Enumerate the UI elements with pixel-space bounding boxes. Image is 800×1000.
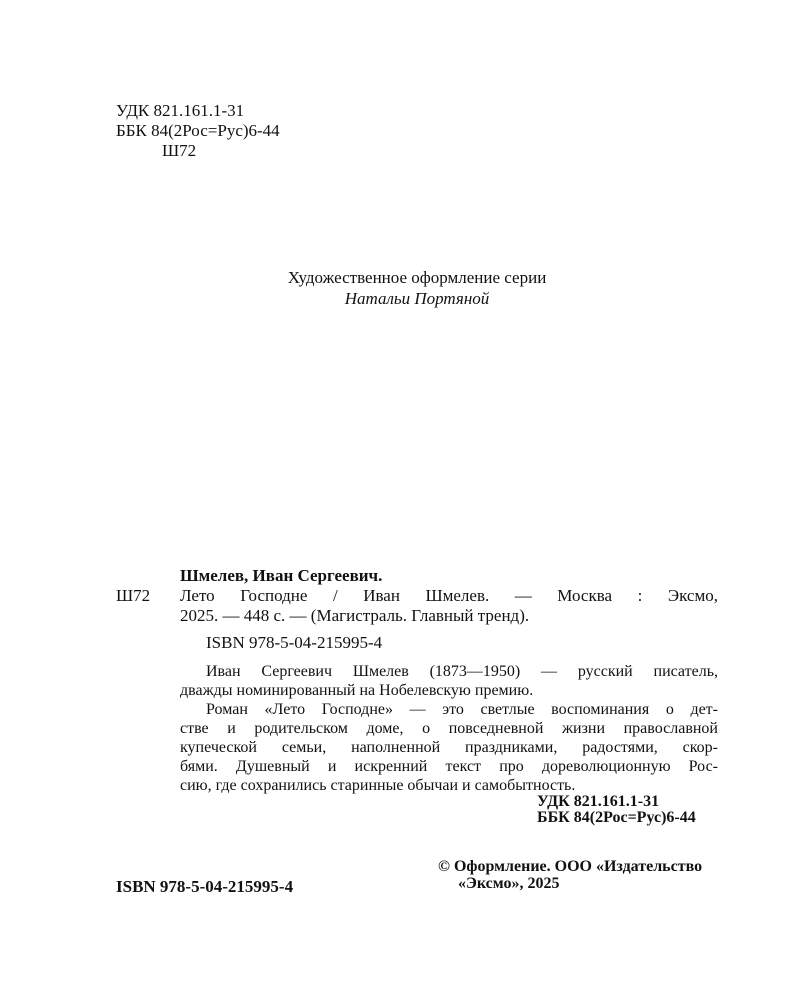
annotation-line: Иван Сергеевич Шмелев (1873—1950) — русский писатель, — [206, 663, 718, 680]
design-credit-name: Натальи Портяной — [344, 289, 490, 308]
catalog-title-line2: 2025. — 448 с. — (Магистраль. Главный тренд). — [180, 606, 530, 625]
catalog-annotation — [180, 662, 718, 795]
footer-isbn: ISBN 978-5-04-215995-4 — [116, 877, 294, 896]
catalog-bbk: ББК 84(2Рос=Рус)6-44 — [537, 809, 696, 826]
catalog-title-line1: Лето Господне / Иван Шмелев. — Москва : Эксмо, — [180, 586, 718, 605]
catalog-author-mark: Ш72 — [116, 586, 151, 605]
annotation-line: Роман «Лето Господне» — это светлые воспоминания о дет- — [206, 701, 718, 718]
design-credit-line1: Художественное оформление серии — [287, 268, 547, 287]
header-udk: УДК 821.161.1-31 — [116, 101, 245, 120]
annotation-line: стве и родительском доме, о повседневной жизни православной — [180, 720, 718, 737]
catalog-isbn: ISBN 978-5-04-215995-4 — [206, 633, 383, 652]
copyright-line2: «Эксмо», 2025 — [458, 875, 560, 892]
header-bbk: ББК 84(2Рос=Рус)6-44 — [116, 121, 280, 140]
catalog-author: Шмелев, Иван Сергеевич. — [180, 566, 383, 585]
annotation-line: сию, где сохранились старинные обычаи и самобытность. — [180, 777, 576, 794]
annotation-line: дважды номинированный на Нобелевскую премию. — [180, 682, 534, 699]
header-author-mark: Ш72 — [162, 141, 197, 160]
annotation-line: бями. Душевный и искренний текст про дореволюционную Рос- — [180, 758, 718, 775]
catalog-udk: УДК 821.161.1-31 — [537, 793, 660, 810]
copyright-line1: © Оформление. ООО «Издательство — [438, 858, 703, 875]
annotation-line: купеческой семьи, наполненной праздниками, радостями, скор- — [180, 739, 718, 756]
